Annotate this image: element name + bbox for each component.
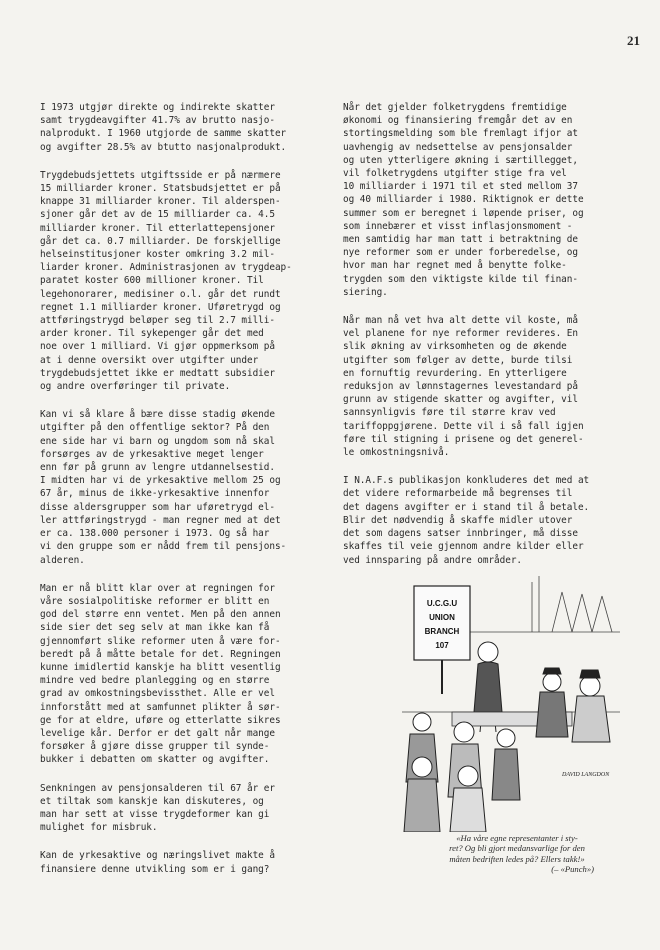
paragraph: Når det gjelder folketrygdens fremtidige økonomi og finansiering fremgår det av en stortingsmelding som ble fremlagt ifjor at uavhengig av nedsettelse av pensjonsalder og uten ytterligere økning i særtillegget, vil folketrygdens utgifter stige fra vel 10 milliarder i 1971 til et sted mellom 37 og 40 milliarder i 1980. Riktignok er dette summer som er beregnet i løpende priser, og som innebærer et visst inflasjonsmoment - men samtidig har man tatt i betraktning de nye reformer som er under forberedelse, og hvor man har regnet med å benytte folke- trygden som den viktigste kilde til finan- siering. — [343, 102, 584, 298]
sign-text: BRANCH — [424, 627, 460, 636]
union-sign — [414, 586, 470, 694]
cartoon-caption — [412, 833, 622, 875]
caption-source: (– «Punch») — [551, 864, 594, 875]
paragraph: Trygdebudsjettets utgiftsside er på nærmere 15 milliarder kroner. Statsbudsjettet er på knappe 31 milliarder kroner. Til alderspen- sjoner går det av de 15 milliarder ca. 4.5 milliarder kroner. Til etterlattepensjoner går det ca. 0.7 milliarder. De forskjellige helseinstitusjoner koster omkring 3.2 mil- liarder kroner. Administrasjonen av trygdeap- paratet koster 600 millioner kroner. Til legehonorarer, medisiner o.l. går det rundt regnet 1.1 milliarder kroner. Uføretrygd og attføringstrygd beløper seg til 2.7 milli- arder kroner. Til sykepenger går det med noe over 1 milliard. Vi gjør oppmerksom på at i denne oversikt over utgifter under trygdebudsjettet ikke er medtatt subsidier og andre overføringer til private. — [40, 169, 292, 393]
caption-text: «Ha våre egne representanter i sty- ret? Og bli gjort medansvarlige for den måten bedriften ledes på? Ellers takk!» — [449, 833, 585, 864]
paragraph: Man er nå blitt klar over at regningen for våre sosialpolitiske reformer er blitt en god del større enn ventet. Men på den annen side sier det seg selv at man ikke kan få gjennomført slike reformer uten å være for- beredt på å måtte betale for det. Regningen kunne imidlertid kanskje ha blitt vesentlig mindre ved bedre planlegging og en større grad av omkostningsbevissthet. Alle er vel innforstått med at samfunnet plikter å sør- ge for at eldre, uføre og etterlatte sikres levelige kår. Derfor er det galt når mange forsøker å gjøre disse grupper til synde- bukker i debatten om skatter og avgifter. — [40, 582, 281, 766]
sign-text: U.C.G.U — [426, 599, 458, 608]
page-number: 21 — [627, 33, 640, 48]
cartoon-illustration — [402, 562, 620, 832]
paragraph: I 1973 utgjør direkte og indirekte skatter samt trygdeavgifter 41.7% av brutto nasjo- nalprodukt. I 1960 utgjorde de samme skatter og avgifter 28.5% av btutto nasjonalprodukt. — [40, 102, 287, 153]
cartoon-signature: DAVID LANGDON — [562, 772, 610, 778]
paragraph: Kan de yrkesaktive og næringslivet makte å finansiere denne utvikling som er i gang? — [40, 850, 275, 875]
paragraph: I N.A.F.s publikasjon konkluderes det med at det videre reformarbeide må begrenses til det dagens avgifter er i stand til å betale. Blir det nødvendig å skaffe midler utover det som dagens satser innbringer, må disse skaffes til veie gjennom andre kilder eller ved innsparing på andre områder. — [343, 475, 590, 566]
right-column — [343, 101, 635, 582]
left-column — [40, 101, 328, 891]
sign-text: 107 — [435, 641, 449, 650]
paragraph: Kan vi så klare å bære disse stadig økende utgifter på den offentlige sektor? På den ene side har vi barn og ungdom som nå skal forsørges av de yrkesaktive meget lenger enn før på grunn av lengre utdannelsestid. I midten har vi de yrkesaktive mellom 25 og 67 år, minus de ikke-yrkesaktive innenfor disse aldersgrupper som har uføretrygd el- ler attføringstrygd - man regner med at det er ca. 138.000 personer i 1973. Og så har vi den gruppe som er nådd frem til pensjons- alderen. — [40, 409, 287, 566]
paragraph: Når man nå vet hva alt dette vil koste, må vel planene for nye reformer revideres. En slik økning av virksomheten og de økende utgifter som følger av dette, burde tilsi en fornuftig revurdering. En ytterligere reduksjon av lønnstagernes levestandard på grunn av stigende skatter og avgifter, vil sannsynligvis føre til større krav ved tariffoppgjørene. Dette vil i så fall igjen føre til stigning i prisene og det generel- le omkostningsnivå. — [343, 315, 584, 459]
sign-text: UNION — [429, 613, 455, 622]
paragraph: Senkningen av pensjonsalderen til 67 år er et tiltak som kanskje kan diskuteres, og man har sett at visse trygdeformer kan gi mulighet for misbruk. — [40, 782, 275, 834]
